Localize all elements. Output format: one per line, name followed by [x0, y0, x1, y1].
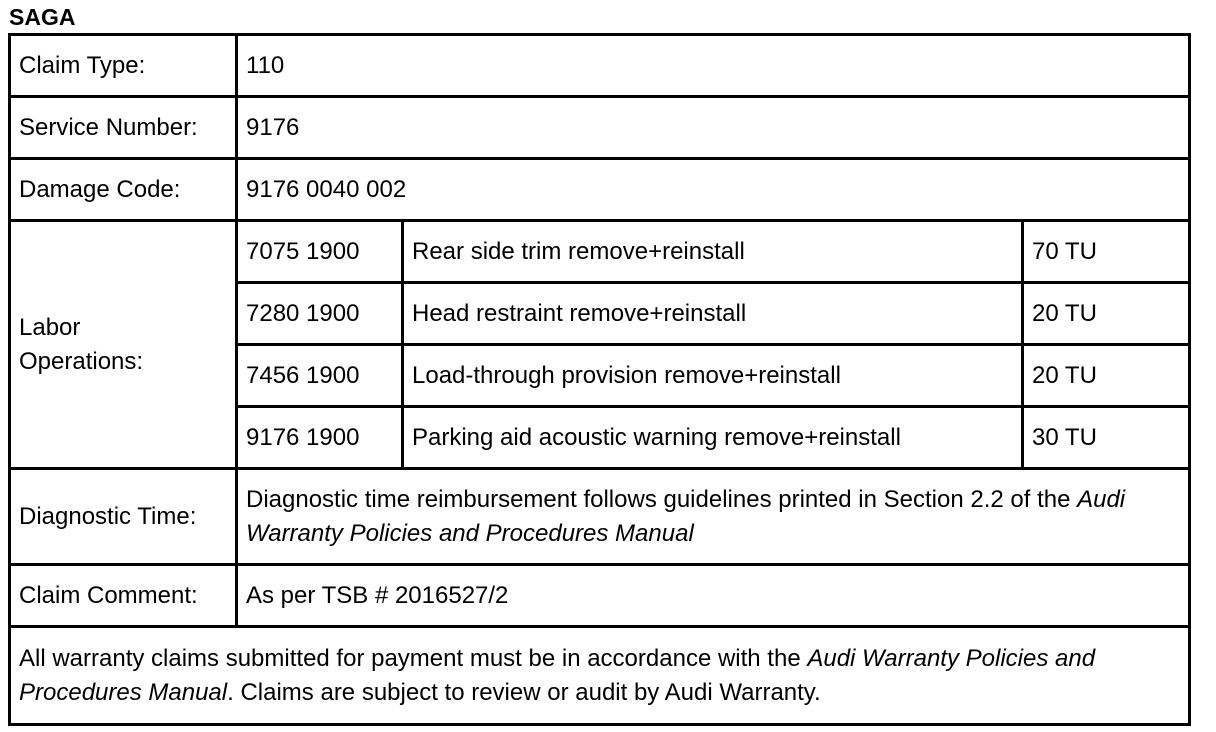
- labor-operation-time: 20 TU: [1023, 283, 1190, 345]
- labor-operation-time: 70 TU: [1023, 221, 1190, 283]
- labor-operation-row: [10, 221, 1190, 283]
- diagnostic-time-label: Diagnostic Time:: [10, 469, 237, 565]
- labor-operations-label-line1: Labor: [19, 313, 81, 341]
- footer-text-before: All warranty claims submitted for payment must be in accordance with the: [19, 644, 808, 672]
- service-number-row: [10, 97, 1190, 159]
- labor-operation-code: 7280 1900: [237, 283, 403, 345]
- labor-operation-code: 7075 1900: [237, 221, 403, 283]
- labor-operation-description: Parking aid acoustic warning remove+reinstall: [403, 407, 1023, 469]
- claim-type-row: [10, 35, 1190, 97]
- footer-manual-title: Audi Warranty Policies and Procedures Manual: [19, 644, 1096, 706]
- labor-operation-description: Rear side trim remove+reinstall: [403, 221, 1023, 283]
- labor-operations-label: [10, 221, 237, 469]
- labor-operation-time: 20 TU: [1023, 345, 1190, 407]
- service-number-label: Service Number:: [10, 97, 237, 159]
- claim-comment-row: [10, 565, 1190, 627]
- footer-row: [10, 627, 1190, 725]
- footer-note: [10, 627, 1190, 725]
- claim-comment-value: As per TSB # 2016527/2: [237, 565, 1190, 627]
- document-heading: SAGA: [9, 4, 76, 30]
- claim-type-value: 110: [237, 35, 1190, 97]
- diagnostic-time-value: [237, 469, 1190, 565]
- labor-operation-code: 7456 1900: [237, 345, 403, 407]
- damage-code-row: [10, 159, 1190, 221]
- labor-operation-time: 30 TU: [1023, 407, 1190, 469]
- service-number-value: 9176: [237, 97, 1190, 159]
- footer-text-after: . Claims are subject to review or audit by Audi Warranty.: [227, 678, 821, 706]
- saga-claim-table: [8, 33, 1191, 726]
- claim-type-label: Claim Type:: [10, 35, 237, 97]
- diagnostic-time-manual-title: Audi Warranty Policies and Procedures Manual: [246, 485, 1126, 547]
- diagnostic-time-text: Diagnostic time reimbursement follows guidelines printed in Section 2.2 of the: [246, 485, 1078, 513]
- labor-operation-description: Head restraint remove+reinstall: [403, 283, 1023, 345]
- damage-code-label: Damage Code:: [10, 159, 237, 221]
- damage-code-value: 9176 0040 002: [237, 159, 1190, 221]
- labor-operations-label-line2: Operations:: [19, 347, 144, 375]
- diagnostic-time-row: [10, 469, 1190, 565]
- labor-operation-description: Load-through provision remove+reinstall: [403, 345, 1023, 407]
- claim-comment-label: Claim Comment:: [10, 565, 237, 627]
- labor-operation-code: 9176 1900: [237, 407, 403, 469]
